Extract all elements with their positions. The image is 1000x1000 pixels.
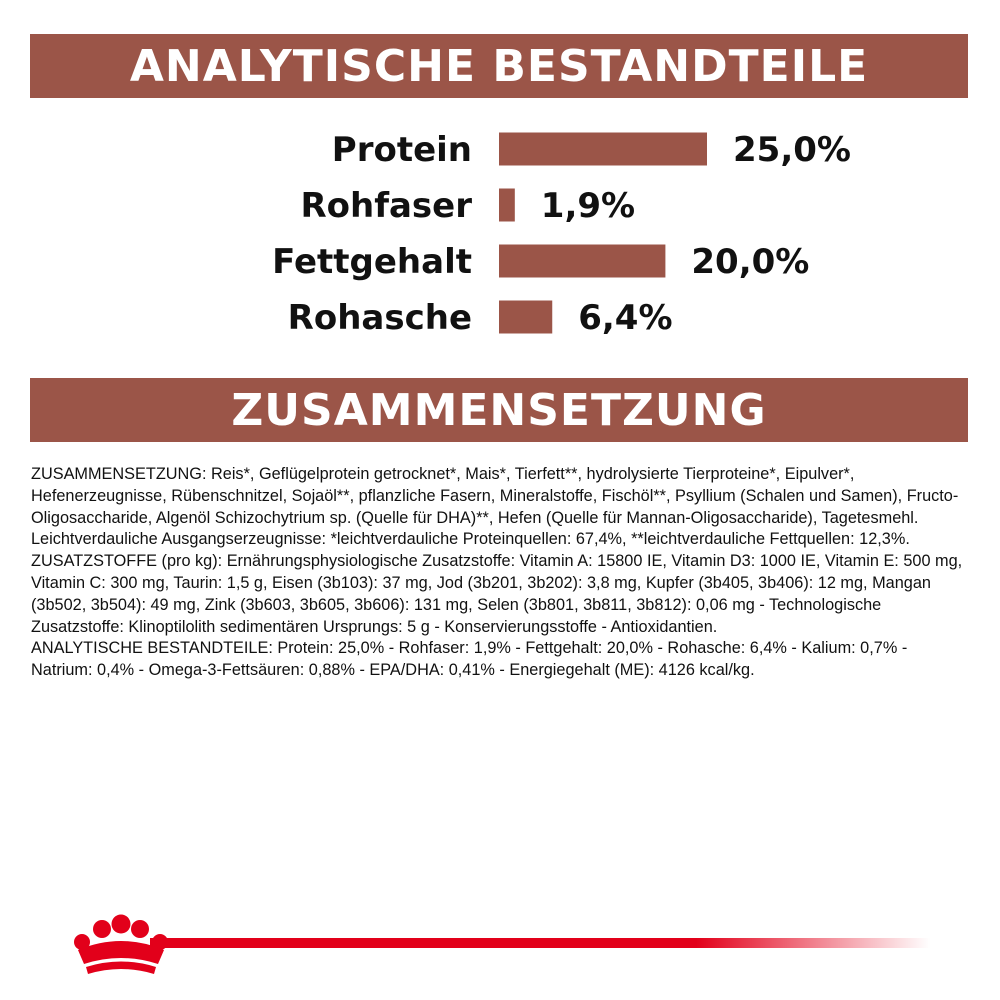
composition-text: [31, 464, 971, 682]
bar-rohasche: [499, 301, 552, 334]
composition-paragraph-analytical: ANALYTISCHE BESTANDTEILE: Protein: 25,0% - Rohfaser: 1,9% - Fettgehalt: 20,0% - Rohasche: 6,4% - Kalium: 0,7% - Natrium: 0,4% - Omega-3-Fettsäuren: 0,88% - EPA/DHA: 0,41% - Energiegehalt (ME): 4126 kcal/kg.: [31, 639, 908, 680]
composition-header: [30, 378, 968, 442]
category-label-fettgehalt: Fettgehalt: [272, 242, 472, 282]
composition-paragraph-ingredients: ZUSAMMENSETZUNG: Reis*, Geflügelprotein getrocknet*, Mais*, Tierfett**, hydrolysierte Tierproteine*, Eipulver*, Hefenerzeugnisse, Rübenschnitzel, Sojaöl**, pflanzliche Fasern, Mineralstoffe, Fischöl**, Psyllium (Schalen und Samen), Fructo-Oligosaccharide, Algenöl Schizochytrium sp. (Quelle für DHA)**, Hefen (Quelle für Mannan-Oligosaccharide), Tagetesmehl. Leichtverdauliche Ausgangserzeugnisse: *leichtverdauliche Proteinquellen: 67,4%, **leichtverdauliche Fettquellen: 12,3%.: [31, 465, 959, 549]
category-label-rohfaser: Rohfaser: [300, 186, 472, 226]
value-label-protein: 25,0%: [733, 130, 851, 170]
bar-protein: [499, 133, 707, 166]
analytical-constituents-title: ANALYTISCHE BESTANDTEILE: [129, 40, 869, 92]
bar-fettgehalt: [499, 245, 665, 278]
category-label-rohasche: Rohasche: [287, 298, 472, 338]
analytical-constituents-chart: [0, 120, 1000, 350]
crown-icon: [66, 912, 176, 982]
analytical-constituents-header: [30, 34, 968, 98]
composition-title: ZUSAMMENSETZUNG: [231, 384, 767, 436]
category-label-protein: Protein: [331, 130, 472, 170]
value-label-rohfaser: 1,9%: [540, 186, 636, 226]
value-label-rohasche: 6,4%: [578, 298, 673, 338]
bar-rohfaser: [499, 189, 515, 222]
value-label-fettgehalt: 20,0%: [691, 242, 810, 282]
composition-paragraph-additives: ZUSATZSTOFFE (pro kg): Ernährungsphysiologische Zusatzstoffe: Vitamin A: 15800 IE, Vitamin D3: 1000 IE, Vitamin E: 500 mg, Vitamin C: 300 mg, Taurin: 1,5 g, Eisen (3b103): 37 mg, Jod (3b201, 3b202): 3,8 mg, Kupfer (3b405, 3b406): 12 mg, Mangan (3b502, 3b504): 49 mg, Zink (3b603, 3b605, 3b606): 131 mg, Selen (3b801, 3b811, 3b812): 0,06 mg - Technologische Zusatzstoffe: Klinoptilolith sedimentären Ursprungs: 5 g - Konservierungsstoffe - Antioxidantien.: [31, 552, 963, 636]
brand-accent-line: [150, 938, 930, 948]
